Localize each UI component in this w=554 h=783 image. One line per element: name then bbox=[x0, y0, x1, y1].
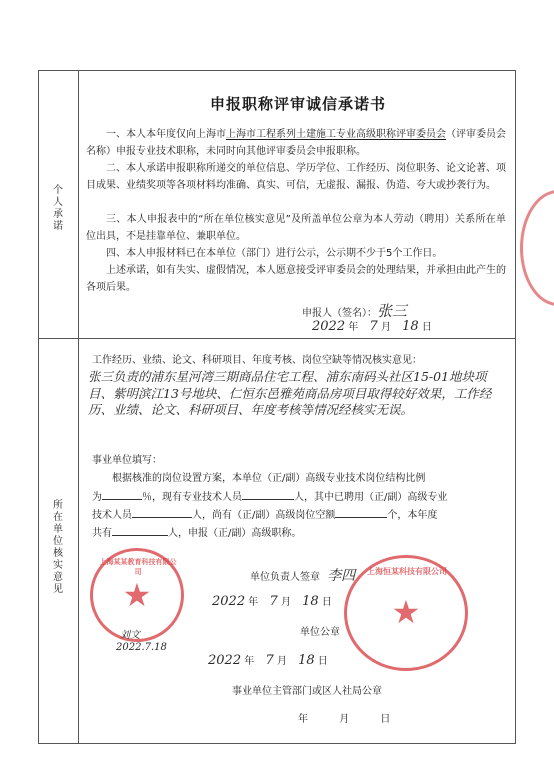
page-title: 申报职称评审诚信承诺书 bbox=[209, 95, 386, 113]
signer-signature: 张三 bbox=[377, 302, 408, 320]
pledge-paragraph-4: 四、本人申报材料已在本单位（部门）进行公示，公示期不少于5个工作日。 bbox=[106, 248, 443, 259]
side-label-personal: 个 人 承 诺 bbox=[53, 185, 63, 232]
pledge-paragraph-2: 二、本人承诺申报职称所递交的单位信息、学历学位、工作经历、岗位职务、论文论著、项目成果、业绩奖项等各项材料均准确、真实、可信，无虚报、漏报、伪造、夸大或抄袭行为。 bbox=[86, 163, 506, 191]
pledge-paragraph-3: 三、本人申报表中的“所在单位核实意见”及所盖单位公章为本人劳动（聘用）关系所在单位出具，不是挂靠单位、兼职单位。 bbox=[86, 214, 506, 242]
pledge-paragraph-1: 一、本人本年度仅向上海市上海市工程系列土建施工专业高级职称评审委员会（评审委员会名称）申报专业技术职称，未同时向其他评审委员会申报职称。 bbox=[86, 129, 506, 157]
authority-seal-label: 事业单位主管部门或区人社局公章 bbox=[232, 686, 382, 697]
fill-line-3: 技术人员 人，尚有（正/副）高级岗位空额 个，本年度 bbox=[92, 506, 508, 524]
pledge-paragraph-5: 上述承诺，如有失实、虚假情况，本人愿意接受评审委员会的处理结果，并承担由此产生的各项后果。 bbox=[86, 265, 506, 293]
leader-row: 单位负责人签章 李四 bbox=[250, 568, 356, 584]
verify-heading: 工作经历、业绩、论文、科研项目、年度考核、岗位空缺等情况核实意见： bbox=[92, 355, 422, 366]
committee-name: 上海市工程系列土建施工专业高级职称评审委员会 bbox=[226, 129, 446, 140]
blank-staff-count[interactable] bbox=[242, 488, 294, 500]
stamp-star-icon: ★ bbox=[122, 576, 152, 614]
authority-date: 年 月 日 bbox=[298, 714, 391, 725]
signer-date: 2022 年 7 月 18 日 bbox=[312, 319, 432, 334]
stamp-right: ★ 上海恒某科技有限公司 bbox=[344, 555, 468, 671]
page-edge-stamp bbox=[520, 190, 554, 306]
side-label-unit: 所 在 单 位 核 实 意 见 bbox=[53, 500, 63, 595]
section-divider bbox=[38, 338, 516, 339]
seal-date: 2022 年 7 月 18 日 bbox=[208, 653, 328, 668]
blank-applicant-count[interactable] bbox=[112, 524, 168, 536]
fill-line-1: 根据核准的岗位设置方案，本单位（正/副）高级专业技术岗位结构比例 bbox=[112, 473, 426, 484]
stamp-sign-date: 2022.7.18 bbox=[116, 642, 167, 653]
stamp-star-icon: ★ bbox=[391, 593, 421, 631]
stamp-left: ★ 上海某某教育科技有限公司 bbox=[90, 548, 184, 642]
signer-row: 申报人（签名）：张三 bbox=[302, 302, 408, 320]
verify-handwritten-opinion: 张三负责的浦东星河湾三期商品住宅工程、浦东南码头社区15-01地块项目、紫明滨江13号地块、仁恒东邑雅苑商品房项目取得较好效果，工作经历、业绩、论文、科研项目、年度考核等情况经核实无误。 bbox=[88, 369, 492, 417]
fill-label: 事业单位填写： bbox=[92, 455, 162, 466]
leader-signature: 李四 bbox=[327, 568, 356, 584]
blank-ratio[interactable] bbox=[102, 488, 142, 500]
stamp-sign: 刘文 bbox=[120, 630, 140, 641]
leader-date: 2022 年 7 月 18 日 bbox=[212, 594, 332, 609]
side-column-divider bbox=[78, 70, 79, 744]
fill-line-4: 共有 人，申报（正/副）高级职称。 bbox=[92, 524, 508, 542]
fill-line-2: 为 ％，现有专业技术人员 人，其中已聘用（正/副）高级专业 bbox=[92, 488, 508, 506]
unit-seal-label: 单位公章 bbox=[300, 627, 340, 638]
blank-vacancy-count[interactable] bbox=[335, 506, 387, 518]
blank-hired-count[interactable] bbox=[132, 506, 192, 518]
